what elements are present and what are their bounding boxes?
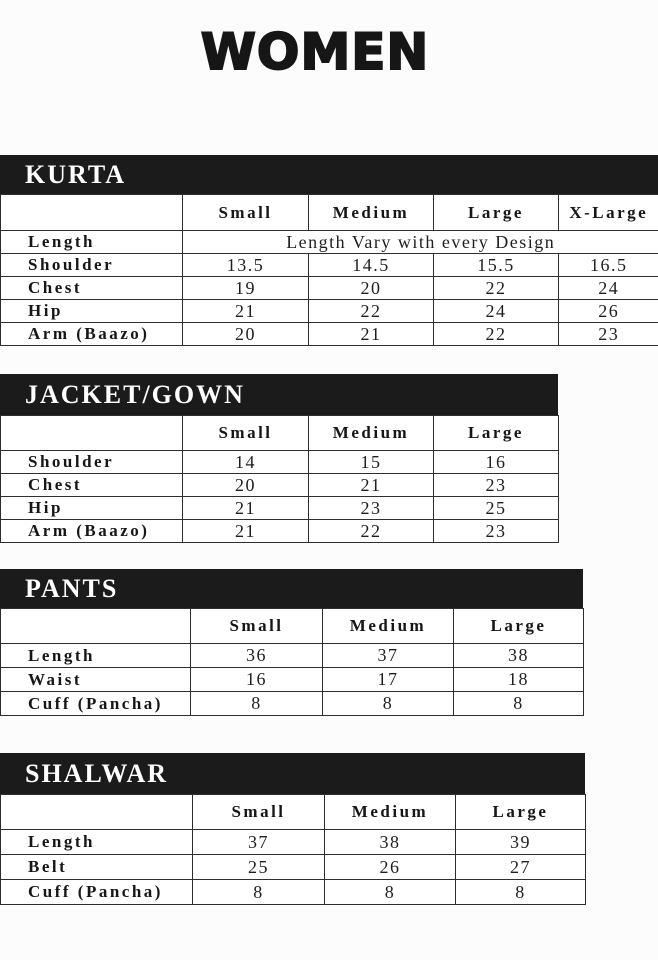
cell-value: 37 [193, 830, 325, 855]
row-label: Belt [1, 855, 193, 880]
row-label: Chest [1, 474, 183, 497]
table-row [1, 520, 559, 543]
cell-value: 20 [183, 474, 309, 497]
column-header: Medium [323, 609, 454, 644]
shalwar-table-container [0, 794, 585, 905]
cell-value: 8 [456, 880, 586, 905]
row-label: Waist [1, 668, 191, 692]
table-row [1, 830, 586, 855]
cell-value: 14.5 [309, 254, 434, 277]
cell-value: 37 [323, 644, 454, 668]
section-pants [0, 569, 583, 716]
cell-value: 8 [325, 880, 456, 905]
table-row [1, 254, 658, 277]
cell-value: 22 [309, 520, 434, 543]
span-cell: Length Vary with every Design [183, 231, 658, 254]
row-label: Cuff (Pancha) [1, 880, 193, 905]
column-header: Medium [309, 416, 434, 451]
row-label: Hip [1, 497, 183, 520]
row-label: Shoulder [1, 451, 183, 474]
cell-value: 25 [434, 497, 559, 520]
table-row [1, 277, 658, 300]
cell-value: 16 [191, 668, 323, 692]
cell-value: 15 [309, 451, 434, 474]
cell-value: 23 [434, 474, 559, 497]
table-row [1, 668, 584, 692]
row-label: Arm (Baazo) [1, 520, 183, 543]
table-row [1, 323, 658, 346]
cell-value: 21 [309, 474, 434, 497]
kurta-table-container [0, 194, 658, 346]
cell-value: 23 [309, 497, 434, 520]
row-label: Arm (Baazo) [1, 323, 183, 346]
cell-value: 15.5 [434, 254, 559, 277]
cell-value: 8 [454, 692, 584, 716]
cell-value: 23 [559, 323, 658, 346]
cell-value: 17 [323, 668, 454, 692]
row-label: Length [1, 830, 193, 855]
cell-value: 26 [559, 300, 658, 323]
row-label: Length [1, 644, 191, 668]
pants-table-container [0, 608, 583, 716]
column-header: X-Large [559, 195, 658, 231]
table-row [1, 451, 559, 474]
cell-value: 23 [434, 520, 559, 543]
cell-value: 21 [183, 520, 309, 543]
column-header: Small [183, 195, 309, 231]
cell-value: 21 [183, 497, 309, 520]
cell-value: 24 [434, 300, 559, 323]
kurta-title-bar [0, 155, 658, 194]
cell-value: 20 [183, 323, 309, 346]
table-row [1, 231, 658, 254]
cell-value: 38 [325, 830, 456, 855]
jacket-gown-title: JACKET/GOWN [25, 379, 245, 409]
column-header: Large [434, 195, 559, 231]
column-header: Medium [325, 795, 456, 830]
table-row [1, 644, 584, 668]
cell-value: 36 [191, 644, 323, 668]
cell-value: 8 [323, 692, 454, 716]
table-row [1, 497, 559, 520]
cell-value: 21 [183, 300, 309, 323]
column-header: Large [434, 416, 559, 451]
column-header: Small [183, 416, 309, 451]
row-label: Shoulder [1, 254, 183, 277]
cell-value: 20 [309, 277, 434, 300]
cell-value: 39 [456, 830, 586, 855]
pants-title-bar [0, 569, 583, 608]
column-header: Large [454, 609, 584, 644]
section-jacket-gown [0, 374, 558, 543]
section-kurta [0, 155, 658, 346]
column-header: Large [456, 795, 586, 830]
size-table-kurta [0, 194, 658, 346]
row-label: Cuff (Pancha) [1, 692, 191, 716]
corner-cell [1, 195, 183, 231]
corner-cell [1, 609, 191, 644]
cell-value: 8 [191, 692, 323, 716]
cell-value: 13.5 [183, 254, 309, 277]
cell-value: 22 [309, 300, 434, 323]
shalwar-title-bar [0, 753, 585, 794]
corner-cell [1, 416, 183, 451]
column-header: Medium [309, 195, 434, 231]
cell-value: 16.5 [559, 254, 658, 277]
size-table-pants [0, 608, 584, 716]
column-header: Small [193, 795, 325, 830]
table-row [1, 300, 658, 323]
cell-value: 26 [325, 855, 456, 880]
section-shalwar [0, 753, 585, 905]
shalwar-title: SHALWAR [25, 758, 169, 788]
page-title: WOMEN [200, 23, 430, 81]
jacket-gown-title-bar [0, 374, 558, 415]
column-header: Small [191, 609, 323, 644]
cell-value: 19 [183, 277, 309, 300]
cell-value: 22 [434, 323, 559, 346]
table-row [1, 855, 586, 880]
cell-value: 14 [183, 451, 309, 474]
cell-value: 16 [434, 451, 559, 474]
cell-value: 25 [193, 855, 325, 880]
table-row [1, 692, 584, 716]
cell-value: 21 [309, 323, 434, 346]
table-row [1, 880, 586, 905]
row-label: Length [1, 231, 183, 254]
cell-value: 8 [193, 880, 325, 905]
kurta-title: KURTA [25, 159, 127, 189]
row-label: Hip [1, 300, 183, 323]
size-table-shalwar [0, 794, 586, 905]
row-label: Chest [1, 277, 183, 300]
pants-title: PANTS [25, 573, 119, 603]
cell-value: 18 [454, 668, 584, 692]
cell-value: 38 [454, 644, 584, 668]
cell-value: 27 [456, 855, 586, 880]
size-table-jacket-gown [0, 415, 559, 543]
corner-cell [1, 795, 193, 830]
cell-value: 24 [559, 277, 658, 300]
jacket-gown-table-container [0, 415, 558, 543]
table-row [1, 474, 559, 497]
cell-value: 22 [434, 277, 559, 300]
